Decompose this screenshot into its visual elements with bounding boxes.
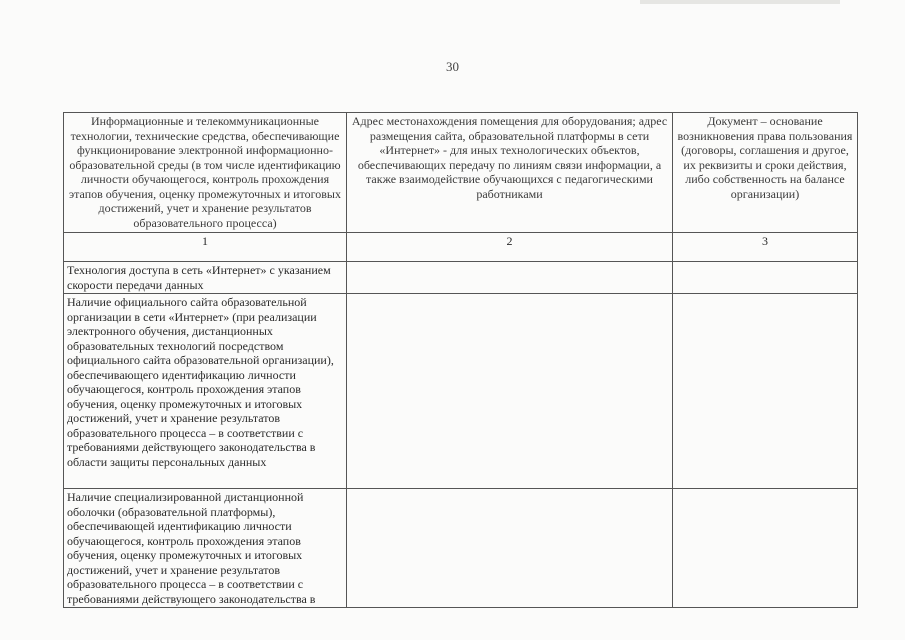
column-number-cell: 3: [673, 233, 858, 262]
header-cell-technologies: Информационные и телекоммуникационные технологии, технические средства, обеспечивающие функционирование электронной информационно-образовательной среды (в том числе идентификацию личности обучающегося, контроль прохождения этапов обучения, оценку промежуточных и итоговых достижений, учет и хранение результатов образовательного процесса): [64, 113, 347, 233]
row-address-cell: [347, 489, 673, 608]
page-number: 30: [446, 59, 459, 74]
row-description-cell: Технология доступа в сеть «Интернет» с указанием скорости передачи данных: [64, 262, 347, 294]
row-description-cell: Наличие официального сайта образовательной организации в сети «Интернет» (при реализации электронного обучения, дистанционных образовательных технологий посредством официального сайта образовательной организации), обеспечивающего идентификацию личности обучающегося, контроль прохождения этапов обучения, оценку промежуточных и итоговых достижений, учет и хранение результатов образовательного процесса – в соответствии с требованиями действующего законодательства в области защиты персональных данных: [64, 294, 347, 489]
row-address-cell: [347, 294, 673, 489]
table-row: [64, 262, 858, 294]
header-cell-address: Адрес местонахождения помещения для оборудования; адрес размещения сайта, образовательной платформы в сети «Интернет» - для иных технологических объектов, обеспечивающих передачу по линиям связи информации, а также взаимодействие обучающихся с педагогическими работниками: [347, 113, 673, 233]
row-document-cell: [673, 294, 858, 489]
column-number-cell: 1: [64, 233, 347, 262]
resources-table: [63, 112, 858, 608]
column-number-cell: 2: [347, 233, 673, 262]
row-address-cell: [347, 262, 673, 294]
row-document-cell: [673, 262, 858, 294]
table-row: [64, 489, 858, 608]
row-document-cell: [673, 489, 858, 608]
row-description-cell: Наличие специализированной дистанционной оболочки (образовательной платформы), обеспечивающей идентификацию личности обучающегося, контроль прохождения этапов обучения, оценку промежуточных и итоговых достижений, учет и хранение результатов образовательного процесса – в соответствии с требованиями действующего законодательства в: [64, 489, 347, 608]
scan-edge-mark: [640, 0, 840, 4]
column-number-row: [64, 233, 858, 262]
header-cell-document: Документ – основание возникновения права пользования (договоры, соглашения и другое, их реквизиты и сроки действия, либо собственность на балансе организации): [673, 113, 858, 233]
table-header-row: [64, 113, 858, 233]
table-row: [64, 294, 858, 489]
